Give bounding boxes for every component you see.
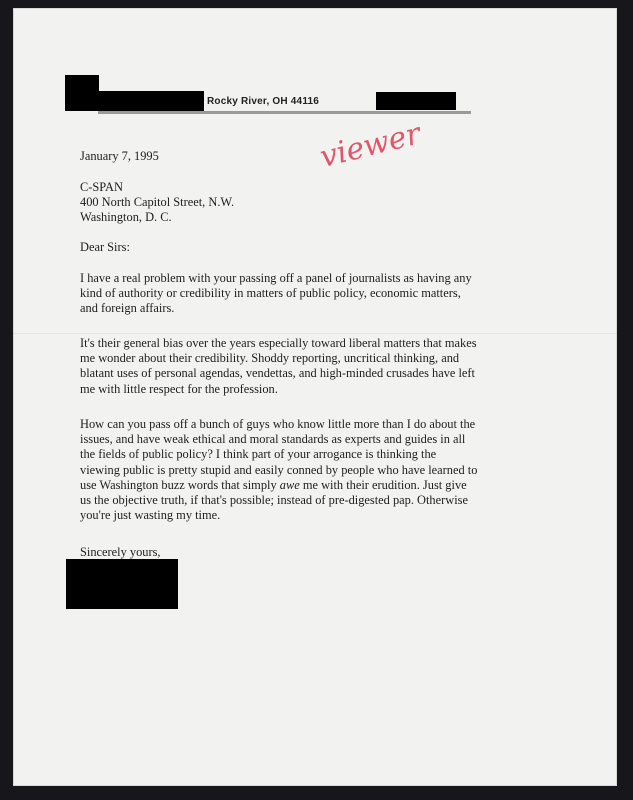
letter-date: January 7, 1995 <box>80 149 159 163</box>
paragraph-2 <box>80 336 540 397</box>
recipient-name: C-SPAN <box>80 180 123 194</box>
closing: Sincerely yours, <box>80 545 161 559</box>
letter-page <box>13 8 617 786</box>
letterhead-address: Rocky River, OH 44116 <box>207 96 320 107</box>
paragraph-line: us the objective truth, if that's possible; instead of pre-digested pap. Otherwise <box>80 493 468 508</box>
paragraph-line: and foreign affairs. <box>80 301 175 316</box>
redaction-block <box>376 92 456 110</box>
paragraph-line: I have a real problem with your passing off a panel of journalists as having any <box>80 271 472 285</box>
recipient-street: 400 North Capitol Street, N.W. <box>80 195 235 209</box>
paragraph-line: It's their general bias over the years especially toward liberal matters that makes <box>80 336 477 350</box>
paragraph-3 <box>80 417 540 523</box>
paragraph-line-with-emphasis <box>80 478 540 493</box>
paragraph-line: kind of authority or credibility in matters of public policy, economic matters, <box>80 286 461 301</box>
text-run: me with their erudition. Just give <box>299 477 467 492</box>
paragraph-line: issues, and have weak ethical and moral standards as experts and guides in all <box>80 432 466 447</box>
paragraph-1 <box>80 271 540 317</box>
paragraph-line: How can you pass off a bunch of guys who know little more than I do about the <box>80 417 476 431</box>
letterhead-rule <box>98 111 471 114</box>
recipient-city: Washington, D. C. <box>80 210 172 224</box>
redaction-block <box>98 91 204 111</box>
paragraph-line: viewing public is pretty stupid and easily conned by people who have learned to <box>80 462 478 477</box>
text-run: use Washington buzz words that simply <box>80 477 280 492</box>
salutation: Dear Sirs: <box>80 240 130 254</box>
signature-redaction <box>66 559 178 609</box>
redaction-block <box>65 75 99 111</box>
paragraph-line: blatant uses of personal agendas, vendettas, and high-minded crusades have left <box>80 366 475 381</box>
fold-crease <box>13 333 617 334</box>
paragraph-line: you're just wasting my time. <box>80 508 221 523</box>
handwritten-annotation: viewer <box>316 116 425 175</box>
paragraph-line: me with little respect for the profession. <box>80 381 278 396</box>
paragraph-line: the fields of public policy? I think part of your arrogance is thinking the <box>80 447 437 462</box>
paragraph-line: me wonder about their credibility. Shoddy reporting, uncritical thinking, and <box>80 351 460 366</box>
emphasis-awe: awe <box>279 477 300 492</box>
